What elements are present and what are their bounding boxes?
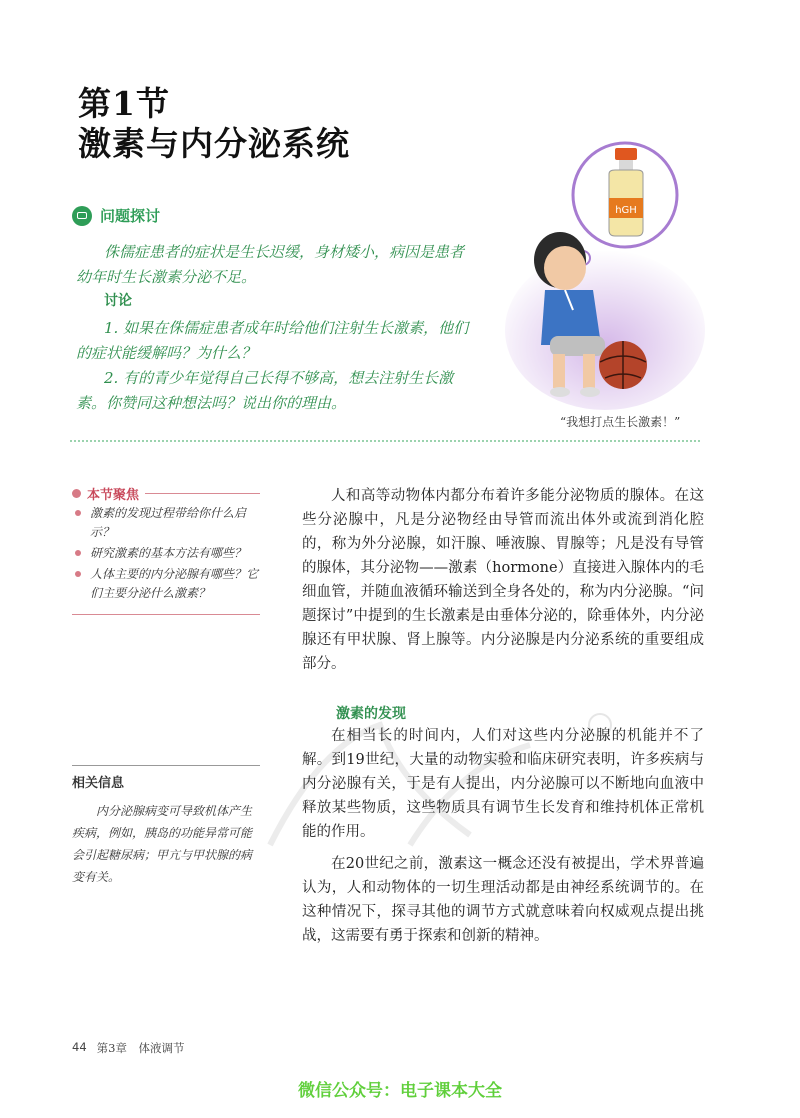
focus-item: 激素的发现过程带给你什么启示？ [72, 504, 260, 542]
focus-header [72, 484, 260, 503]
focus-item: 人体主要的内分泌腺有哪些？它们主要分泌什么激素？ [72, 565, 260, 603]
discuss-label: 讨论 [104, 293, 132, 309]
boy-illustration [505, 140, 715, 410]
focus-list [72, 504, 260, 605]
illustration-caption: “我想打点生长激素！” [560, 415, 681, 429]
chapter-title: 第3章 体液调节 [96, 1041, 185, 1055]
focus-bullet-icon [72, 489, 81, 498]
page-number: 44 [72, 1040, 87, 1054]
section-number: 第1节 [78, 84, 170, 123]
discussion-header [72, 205, 160, 226]
bottle-label: hGH [615, 205, 637, 216]
focus-bottom-rule [72, 614, 260, 615]
chat-bubble-icon [72, 206, 92, 226]
page-footer [72, 1040, 184, 1056]
section-title: 激素与内分泌系统 [78, 124, 350, 163]
focus-label: 本节聚焦 [87, 488, 140, 503]
focus-item: 研究激素的基本方法有哪些？ [72, 544, 260, 563]
discussion-question-1: 1. 如果在侏儒症患者成年时给他们注射生长激素，他们的症状能缓解吗？为什么？ [76, 319, 469, 362]
discussion-question-2: 2. 有的青少年觉得自己长得不够高，想去注射生长激素。你赞同这种想法吗？说出你的理由。 [76, 369, 454, 412]
section-divider [70, 440, 700, 442]
wechat-banner: 微信公众号：电子课本大全 [298, 1081, 502, 1101]
discussion-intro: 侏儒症患者的症状是生长迟缓，身材矮小，病因是患者幼年时生长激素分泌不足。 [76, 243, 465, 286]
subheading: 激素的发现 [336, 706, 406, 722]
main-paragraph-2: 在相当长的时间内，人们对这些内分泌腺的机能并不了解。到19世纪，大量的动物实验和临床研究表明，许多疾病与内分泌腺有关，于是有人提出，内分泌腺可以不断地向血液中释放某些物质，这些物质具有调节生长发育和维持机体正常机能的作用。 [302, 728, 704, 840]
focus-rule [145, 493, 260, 494]
main-paragraph-1: 人和高等动物体内都分布着许多能分泌物质的腺体。在这些分泌腺中，凡是分泌物经由导管而流出体外或流到消化腔的，称为外分泌腺，如汗腺、唾液腺、胃腺等；凡是没有导管的腺体，其分泌物——激素（hormone）直接进入腺体内的毛细血管，并随血液循环输送到全身各处的，称为内分泌腺。“问题探讨”中提到的生长激素是由垂体分泌的，除垂体外，内分泌腺还有甲状腺、肾上腺等。内分泌腺是内分泌系统的重要组成部分。 [302, 488, 704, 672]
discussion-label: 问题探讨 [100, 207, 161, 225]
main-paragraph-3: 在20世纪之前，激素这一概念还没有被提出，学术界普遍认为，人和动物体的一切生理活动都是由神经系统调节的。在这种情况下，探寻其他的调节方式就意味着向权威观点提出挑战，这需要有勇于探索和创新的精神。 [302, 856, 704, 944]
related-label: 相关信息 [72, 776, 125, 791]
related-text: 内分泌腺病变可导致机体产生疾病，例如，胰岛的功能异常可能会引起糖尿病；甲亢与甲状腺的病变有关。 [72, 804, 253, 884]
